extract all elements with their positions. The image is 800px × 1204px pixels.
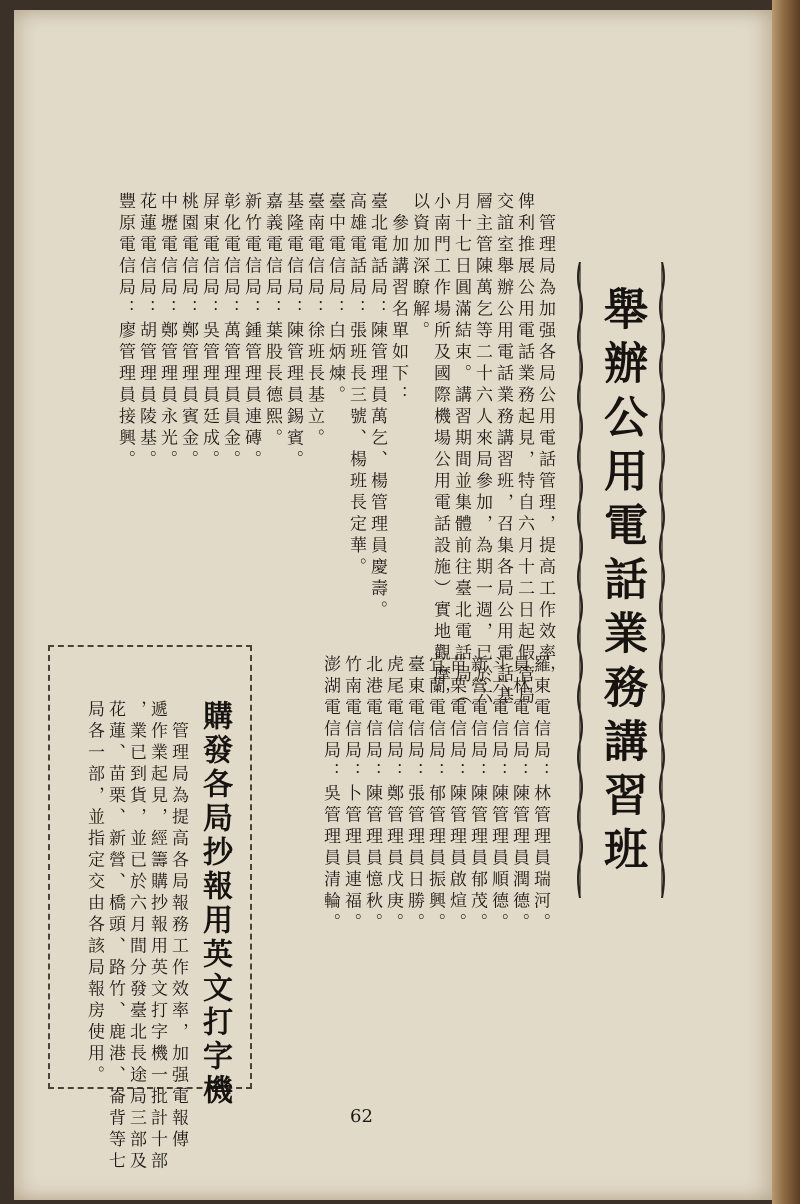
text-column: 豐原電信局：廖管理員接興。	[115, 192, 135, 472]
text-column: 新竹電信局：鍾管理員連磚。	[241, 192, 261, 472]
list-item: 澎湖電信局：吳管理員清輪。	[320, 655, 340, 935]
page-number: 62	[350, 1106, 373, 1127]
text-column: 參加講習名單如下：	[388, 192, 408, 407]
text-column: 花蓮、苗栗、新營、橋頭、路竹、鹿港、崙背等七	[105, 700, 125, 1173]
text-column: 小南門工作場所及國際機場公用電話設施）實地觀摩，	[430, 192, 450, 708]
text-column: ，業已到貨，並已於六月間分發臺北長途局三部及	[126, 700, 146, 1173]
article1-title: 舉辦公用電話業務講習班	[596, 286, 647, 880]
list-item: 斗六電信局：陳管理員順德。	[488, 655, 508, 935]
text-column: 嘉義電信局：葉股長德熙。	[262, 192, 282, 450]
text-column: 層主管陳萬乞等二十六人來局參加，為期一週，已於六	[472, 192, 492, 708]
text-column: 中壢電信局：鄭管理員永光。	[157, 192, 177, 472]
article1-lower-list	[288, 655, 550, 935]
decorative-rule-left	[575, 262, 585, 898]
text-column: 花蓮電信局：胡管理員陵基。	[136, 192, 156, 472]
text-column: 基隆電信局：陳管理員錫賓。	[283, 192, 303, 472]
article1-upper-body	[55, 192, 555, 708]
text-column: 交誼室舉辦公用電話業務講習班，召集各局公用電話基	[493, 192, 513, 708]
text-column: 高雄電話局：張班長三號、楊班長定華。	[346, 192, 366, 579]
text-column: 遞作業起見，經籌購抄報用英文打字機一批計十部	[147, 700, 167, 1173]
text-column: 俾利推展公用電話業務起見，特自六月十二日起假管局	[514, 192, 534, 708]
text-column: 管理局為提高各局報務工作效率，加强電報傳	[168, 700, 188, 1152]
text-column: 以資加深瞭解。	[409, 192, 429, 343]
article2-body	[70, 700, 188, 1173]
list-item: 虎尾電信局：鄭管理員戊庚。	[383, 655, 403, 935]
article2-title: 購發各局抄報用英文打字機	[197, 700, 232, 1108]
text-column: 臺中電信局：白炳煉。	[325, 192, 345, 407]
text-column: 月十七日圓滿結束。講習期間並集體前往臺北電話局（	[451, 192, 471, 708]
list-item: 臺東電信局：張管理員日勝。	[404, 655, 424, 935]
list-item: 北港電信局：陳管理員憶秋。	[362, 655, 382, 935]
article1-title-frame	[575, 262, 667, 898]
text-column: 管理局為加强各局公用電話管理，提高工作效率，	[535, 192, 555, 687]
book-edge	[772, 0, 800, 1204]
list-item: 竹南電信局：卜管理員連福。	[341, 655, 361, 935]
text-column: 局各一部，並指定交由各該局報房使用。	[84, 700, 104, 1087]
list-item: 羅東電信局：林管理員瑞河。	[530, 655, 550, 935]
list-item: 苗栗電信局：陳管理員啟煊。	[446, 655, 466, 935]
decorative-rule-right	[657, 262, 667, 898]
list-item: 新營電信局：陳管理員郁茂。	[467, 655, 487, 935]
list-item: 員林電信局：陳管理員潤德。	[509, 655, 529, 935]
text-column: 臺南電信局：徐班長基立。	[304, 192, 324, 450]
text-column: 屏東電信局：吳管理員廷成。	[199, 192, 219, 472]
text-column: 彰化電信局：萬管理員員金。	[220, 192, 240, 472]
list-item: 宜蘭電信局：郁管理員振興。	[425, 655, 445, 935]
text-column: 桃園電信局：鄭管理員賓金。	[178, 192, 198, 472]
text-column: 臺北電話局：陳管理員萬乞、楊管理員慶壽。	[367, 192, 387, 622]
